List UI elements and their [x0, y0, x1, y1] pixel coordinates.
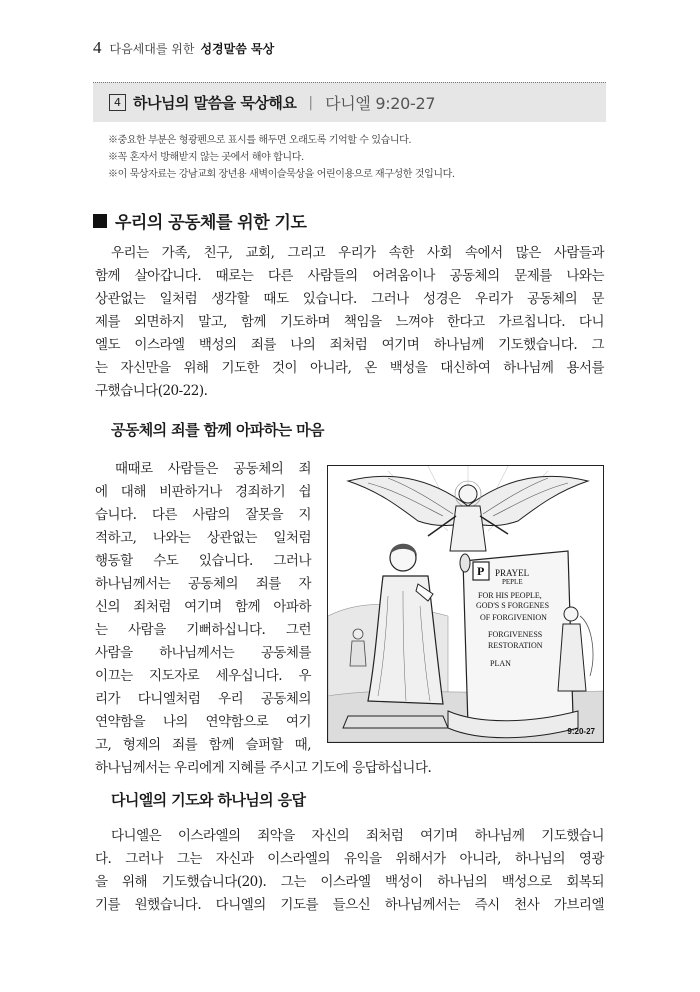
paragraph-2-last-line: [95, 757, 515, 780]
paragraph-3: [95, 825, 604, 917]
subsection-title-2: 다니엘의 기도와 하나님의 응답: [111, 791, 306, 809]
paragraph-line: 하나님께서는 공동체의 죄를 자: [95, 576, 311, 592]
paragraph-line: 이끄는 지도자로 세우십니다. 우: [95, 668, 311, 684]
page-header: [93, 38, 274, 58]
paragraph-line: 때때로 사람들은 공동체의 죄: [115, 461, 311, 477]
paragraph-line: 하나님께서는 우리에게 지혜를 주시고 기도에 응답하십니다.: [95, 760, 432, 776]
scroll-line: PRAYEL: [495, 568, 530, 578]
section-title: 우리의 공동체를 위한 기도: [115, 213, 307, 233]
section-heading: [93, 208, 306, 233]
paragraph-line: 우리는 가족, 친구, 교회, 그리고 우리가 속한 사회 속에서 많은 사람들과: [111, 245, 604, 261]
scroll-line: FOR HIS PEOPLE,: [478, 591, 542, 600]
square-bullet-icon: [93, 214, 107, 228]
note-item: ※이 묵상자료는 강남교회 장년용 새벽이슬묵상을 어린이용으로 재구성한 것입니다.: [108, 169, 455, 180]
scroll-line: PLAN: [490, 659, 511, 668]
paragraph-line: 다니엘은 이스라엘의 죄악을 자신의 죄처럼 여기며 하나님께 기도했습니: [111, 828, 604, 844]
topic-reference: 다니엘 9:20-27: [325, 94, 436, 113]
scroll-line: OF FORGIVENION: [480, 613, 547, 622]
topic-banner: [93, 82, 606, 122]
paragraph-line: 습니다. 다른 사람의 잘못을 지: [95, 507, 311, 523]
scroll-line: FORGIVENESS: [488, 630, 543, 639]
paragraph-line: 사람을 하나님께서는 공동체를: [95, 645, 311, 661]
paragraph-line: 신의 죄처럼 여기며 함께 아파하: [95, 599, 311, 615]
paragraph-line: 고, 형제의 죄를 함께 슬퍼할 때,: [95, 737, 311, 753]
paragraph-line: 을 위해 기도했습니다(20). 그는 이스라엘 백성이 하나님의 백성으로 회복되: [95, 874, 604, 890]
scroll-line: RESTORATION: [488, 641, 543, 650]
paragraph-line: 는 사람을 기뻐하십니다. 그런: [95, 622, 311, 638]
paragraph-line: 제를 외면하지 말고, 함께 기도하며 책임을 느껴야 한다고 가르칩니다. 다니: [95, 314, 604, 330]
topic-separator: |: [308, 94, 314, 111]
subsection-title-1: 공동체의 죄를 함께 아파하는 마음: [111, 421, 324, 439]
paragraph-line: 연약함을 나의 연약함으로 여기: [95, 714, 311, 730]
paragraph-line: 행동할 수도 있습니다. 그러나: [95, 553, 311, 569]
notes: [108, 132, 598, 183]
page-number: 4: [93, 38, 102, 57]
paragraph-line: 함께 살아갑니다. 때로는 다른 사람들의 어려움이나 공동체의 문제를 나와는: [95, 268, 604, 284]
scroll-line: PEPLE: [502, 578, 523, 586]
paragraph-line: 에 대해 비판하거나 경죄하기 쉽: [95, 484, 311, 500]
note-item: ※중요한 부분은 형광펜으로 표시를 해두면 오래도록 기억할 수 있습니다.: [108, 135, 412, 146]
paragraph-2: [95, 458, 311, 757]
topic-title: 하나님의 말씀을 묵상해요: [133, 94, 297, 112]
paragraph-line: 기를 원했습니다. 다니엘의 기도를 들으신 하나님께서는 즉시 천사 가브리엘: [95, 897, 604, 913]
header-title: 성경말씀 묵상: [200, 42, 275, 56]
paragraph-line: 리가 다니엘처럼 우리 공동체의: [95, 691, 311, 707]
paragraph-line: 적하고, 나와는 상관없는 일처럼: [95, 530, 311, 546]
header-subtitle: 다음세대를 위한: [109, 42, 195, 56]
paragraph-line: 다. 그러나 그는 자신과 이스라엘의 유익을 위해서가 아니라, 하나님의 영광: [95, 851, 604, 867]
illustration-daniel-praying: [327, 465, 604, 743]
note-item: ※꼭 혼자서 방해받지 않는 곳에서 해야 합니다.: [108, 152, 304, 163]
paragraph-line: 엘도 이스라엘 백성의 죄를 나의 죄처럼 여기며 하나님께 기도했습니다. 그: [95, 337, 604, 353]
scroll-line: GOD'S S FORGENES: [476, 601, 550, 610]
paragraph-1: [95, 242, 604, 403]
topic-number-box: 4: [109, 94, 126, 111]
paragraph-line: 상관없는 일처럼 생각할 때도 있습니다. 그러나 성경은 우리가 공동체의 문: [95, 291, 604, 307]
illustration-reference: 9:20-27: [567, 727, 595, 736]
paragraph-line: 는 자신만을 위해 기도한 것이 아니라, 온 백성을 대신하여 하나님께 용서를: [95, 360, 604, 376]
scroll-initial: P: [477, 564, 485, 578]
paragraph-line: 구했습니다(20-22).: [95, 383, 208, 399]
